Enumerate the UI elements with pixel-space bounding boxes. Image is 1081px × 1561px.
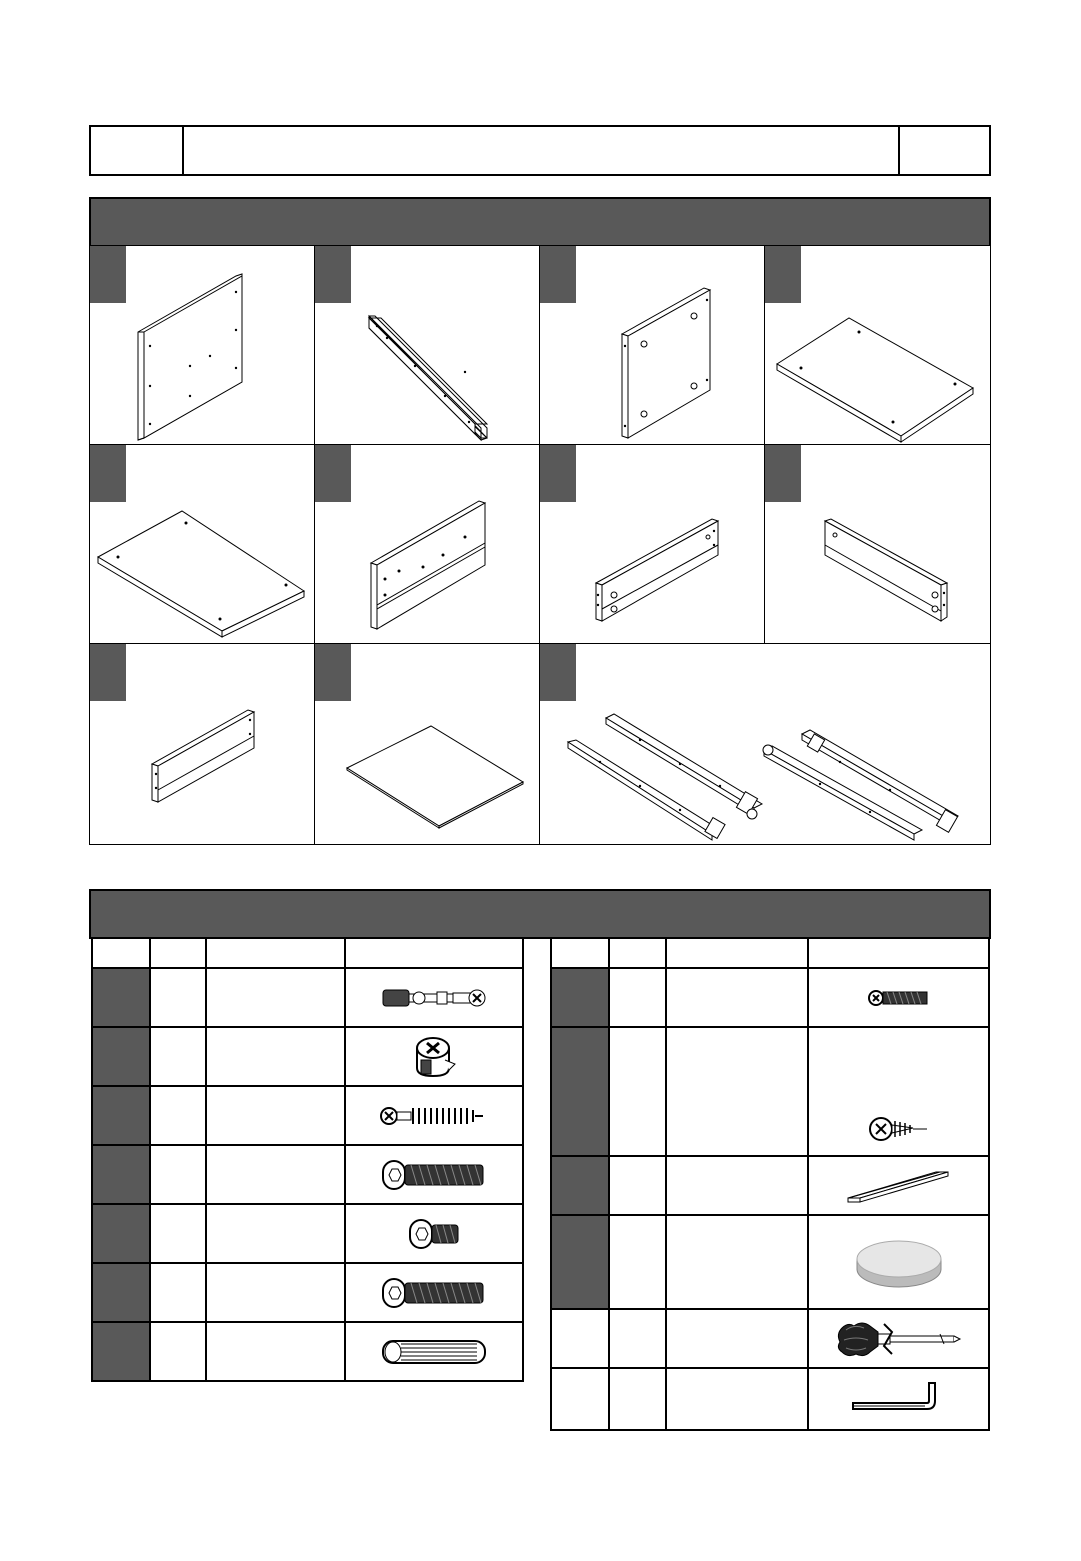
- table-row: [92, 1322, 523, 1381]
- row-id: [551, 1027, 609, 1156]
- row-desc: [666, 1368, 808, 1430]
- row-qty: [150, 1145, 206, 1204]
- table-row: [551, 1309, 989, 1368]
- panel-drawer-slides: [539, 643, 991, 845]
- row-id: [551, 1156, 609, 1215]
- table-row: [551, 1156, 989, 1215]
- row-desc: [206, 1027, 345, 1086]
- row-id: [551, 1368, 609, 1430]
- top-board-drawing: [765, 246, 991, 445]
- row-desc: [206, 1204, 345, 1263]
- panel-top-board: [764, 245, 991, 445]
- cam-bolt-icon: [379, 983, 489, 1013]
- row-qty: [609, 1215, 666, 1309]
- drawer-slides-drawing: [540, 644, 991, 845]
- panel-drawer-front: [314, 444, 540, 644]
- row-id: [92, 1086, 150, 1145]
- header-table: [89, 125, 991, 176]
- table-row: [92, 1263, 523, 1322]
- row-qty: [609, 1309, 666, 1368]
- panel-bottom-board: [89, 444, 315, 644]
- hex-bolt-short-icon: [406, 1217, 462, 1251]
- table-header-row: [551, 938, 989, 968]
- header-right-cell: [900, 127, 989, 174]
- panel-drawer-bottom: [314, 643, 540, 845]
- panel-square: [539, 245, 765, 445]
- row-qty: [150, 1204, 206, 1263]
- panel-drawer-back: [89, 643, 315, 845]
- long-screw-icon: [379, 1103, 489, 1129]
- row-qty: [150, 1086, 206, 1145]
- bottom-board-drawing: [90, 445, 315, 644]
- row-qty: [609, 1368, 666, 1430]
- hex-bolt-long-icon: [379, 1158, 489, 1192]
- hardware-table-right: [550, 937, 990, 1431]
- column-header-id: [92, 938, 150, 968]
- drawer-front-drawing: [315, 445, 540, 644]
- row-desc: [206, 1086, 345, 1145]
- row-desc: [206, 1145, 345, 1204]
- table-row: [92, 1086, 523, 1145]
- row-id: [92, 1322, 150, 1381]
- row-qty: [609, 1156, 666, 1215]
- row-desc: [206, 968, 345, 1027]
- hex-bolt-icon: [379, 1276, 489, 1310]
- column-header-id: [551, 938, 609, 968]
- panel-side-right: [314, 245, 540, 445]
- table-row: [92, 968, 523, 1027]
- column-header-qty: [150, 938, 206, 968]
- column-header-desc: [666, 938, 808, 968]
- row-qty: [150, 968, 206, 1027]
- wood-screw-icon: [867, 1115, 931, 1143]
- felt-pad-icon: [849, 1231, 949, 1293]
- table-row: [92, 1145, 523, 1204]
- table-row: [551, 1368, 989, 1430]
- row-id: [551, 1215, 609, 1309]
- drawer-side-right-drawing: [765, 445, 991, 644]
- hardware-section-header: [89, 889, 991, 939]
- row-id: [551, 968, 609, 1027]
- table-row: [551, 1215, 989, 1309]
- panel-drawer-side-right: [764, 444, 991, 644]
- header-title-cell: [182, 127, 900, 174]
- side-panel-right-drawing: [315, 246, 540, 445]
- row-id: [92, 1027, 150, 1086]
- table-row: [551, 1027, 989, 1156]
- row-desc: [666, 1027, 808, 1156]
- screwdriver-icon: [834, 1316, 964, 1362]
- column-header-image: [808, 938, 989, 968]
- table-row: [551, 968, 989, 1027]
- row-id: [551, 1309, 609, 1368]
- row-desc: [666, 1215, 808, 1309]
- row-qty: [150, 1263, 206, 1322]
- square-panel-drawing: [540, 246, 765, 445]
- row-desc: [206, 1263, 345, 1322]
- row-id: [92, 968, 150, 1027]
- cam-lock-icon: [409, 1034, 459, 1080]
- row-qty: [609, 1027, 666, 1156]
- drawer-back-drawing: [90, 644, 315, 845]
- drawer-side-left-drawing: [540, 445, 765, 644]
- row-qty: [150, 1027, 206, 1086]
- parts-section-header: [89, 197, 991, 247]
- column-header-qty: [609, 938, 666, 968]
- header-left-cell: [91, 127, 184, 174]
- row-desc: [666, 968, 808, 1027]
- row-desc: [206, 1322, 345, 1381]
- side-panel-left-drawing: [90, 246, 315, 445]
- row-qty: [609, 968, 666, 1027]
- table-header-row: [92, 938, 523, 968]
- row-desc: [666, 1156, 808, 1215]
- row-id: [92, 1145, 150, 1204]
- slide-bar-icon: [844, 1164, 954, 1208]
- row-id: [92, 1204, 150, 1263]
- row-id: [92, 1263, 150, 1322]
- row-qty: [150, 1322, 206, 1381]
- row-desc: [666, 1309, 808, 1368]
- allen-key-icon: [849, 1379, 949, 1419]
- panel-side-left: [89, 245, 315, 445]
- machine-screw-icon: [867, 988, 931, 1008]
- drawer-bottom-drawing: [315, 644, 540, 845]
- table-row: [92, 1027, 523, 1086]
- column-header-desc: [206, 938, 345, 968]
- hardware-table-left: [91, 937, 524, 1382]
- panel-drawer-side-left: [539, 444, 765, 644]
- table-row: [92, 1204, 523, 1263]
- wood-dowel-icon: [379, 1337, 489, 1367]
- column-header-image: [345, 938, 523, 968]
